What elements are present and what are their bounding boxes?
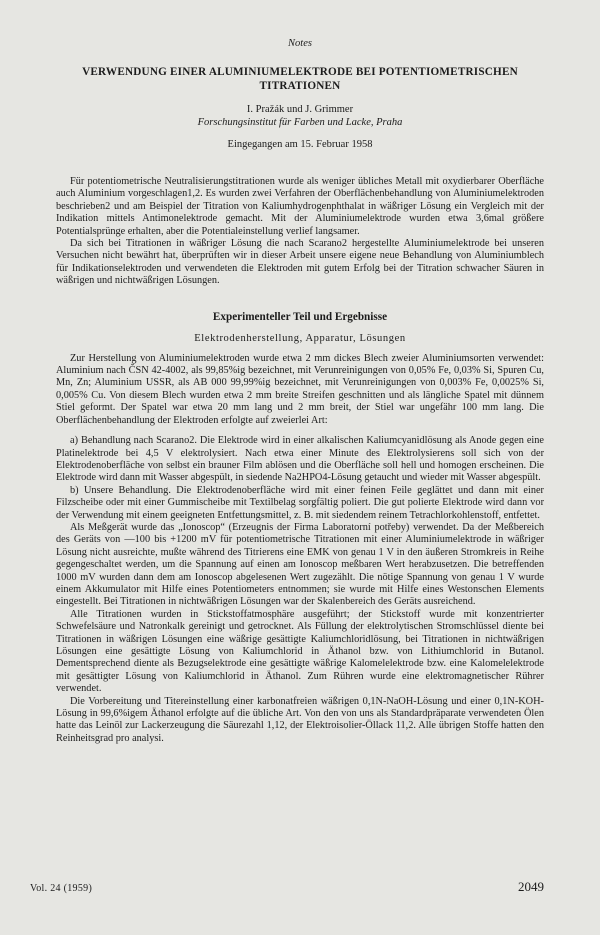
body-text — [56, 353, 544, 746]
introduction — [56, 176, 544, 288]
authors: I. Pražák und J. Grimmer — [246, 104, 354, 115]
paragraph: Die Vorbereitung und Titereinstellung einer karbonatfreien wäßrigen 0,1N-NaOH-Lösung und einer 0,1N-KOH-Lösung in 99,6%igem Äthanol erfolgte auf die übliche Art. Von den von uns als Standardpräparate verwendeten Ölen hatte das Leinöl zur Lackerzeugung die Säurezahl 1,12, der Elektroisolier-Öllack 11,2. Alle übrigen Stoffe hatten den Reinheitsgrad pro analysi. — [56, 695, 544, 744]
section-label: Notes — [288, 38, 312, 49]
page-footer — [30, 879, 544, 895]
paragraph: Zur Herstellung von Aluminiumelektroden wurde etwa 2 mm dickes Blech zweier Aluminiumsorten verwendet: Aluminium nach ČSN 42-4002, als 99,85%ig bezeichnet, mit Verunreinigungen von 0,05% Fe, 0,03% Si, Spuren Cu, Mn, Zn; Aluminium USSR, als AB 000 99,99%ig bezeichnet, mit Verunreinigungen von 0,003% Fe, 0,0025% Si, 0,005% Cu. Von diesem Blech wurden etwa 2 mm breite Streifen geschnitten und als längliche Spatel mit dünnem Stiel geformt. Der Spatel war etwa 20 mm lang und 2 mm breit, der Stiel war ungefähr 100 mm lang. Die Oberflächenbehandlung der Elektroden erfolgte auf zweierlei Art: — [56, 352, 544, 426]
paragraph: Als Meßgerät wurde das „Ionoscop“ (Erzeugnis der Firma Laboratorní potřeby) verwendet. Da der Meßbereich des Geräts von —100 bis +1200 mV für potentiometrische Titrationen mit einer Aluminiumelektrode in wäßriger Lösung nicht ausreichte, mußte während des Titrierens eine EMK von genau 1 V in den äußeren Stromkreis in Reihe gegengeschaltet werden, um die Spannung auf einen am Ionoscop meßbaren Wert herabzusetzen. Die betreffenden 1000 mV wurden dann dem am Ionoscop abgelesenen Wert zugezählt. Die nötige Spannung von genau 1 V wurde einem Akkumulator mit Hilfe eines Potentiometers entnommen; sie wurde mit Hilfe eines Westonschen Elements eingestellt. Bei Titrationen in nichtwäßrigen Lösungen war der Skalenbereich des Geräts ausreichend. — [56, 521, 544, 608]
volume-info: Vol. 24 (1959) — [30, 883, 93, 894]
page-number: 2049 — [518, 879, 544, 894]
section-heading: Experimenteller Teil und Ergebnisse — [212, 310, 388, 323]
article-title: VERWENDUNG EINER ALUMINIUMELEKTRODE BEI POTENTIOMETRISCHEN TITRATIONEN — [82, 66, 518, 92]
institution: Forschungsinstitut für Farben und Lacke, Praha — [197, 117, 403, 128]
subsection-heading: Elektrodenherstellung, Apparatur, Lösungen — [194, 332, 406, 344]
paragraph: Alle Titrationen wurden in Stickstoffatmosphäre ausgeführt; der Stickstoff wurde mit konzentrierter Schwefelsäure und Natronkalk gereinigt und getrocknet. Als Füllung der elektrolytischen Stromschlüssel diente bei Titrationen in wäßrigen Lösungen eine wäßrige gesättigte Kaliumchloridlösung, bei Titrationen in nichtwäßrigen Lösungen eine gesättigte Lösung von Kaliumchlorid in Äthanol bzw. von Lithiumchlorid in Butanol. Dementsprechend diente als Bezugselektrode eine gesättigte wäßrige Kalomelelektrode bzw. eine Kalomelelektrode mit gesättigter Lösung von Kaliumchlorid in Äthanol. Zum Rühren wurde eine elektromagnetischer Rührer verwendet. — [56, 608, 544, 695]
paragraph: Für potentiometrische Neutralisierungstitrationen wurde als weniger übliches Metall mit oxydierbarer Oberfläche auch Aluminium vorgeschlagen1,2. Es wurden zwei Verfahren der Oberflächenbehandlung von Aluminiumelektroden beschrieben2 und am Beispiel der Titration von Kaliumhydrogenphthalat in wäßriger Lösung ein Vergleich mit der Indikation mittels Antimonelektrode gemacht. Mit der Aluminiumelektrode wurden etwa 3,6mal größere Potentialsprünge erhalten, aber die Potentialeinstellung verlief langsamer. — [56, 176, 544, 237]
paragraph: Da sich bei Titrationen in wäßriger Lösung die nach Scarano2 hergestellte Aluminiumelektrode bei unseren Versuchen nicht bewährt hat, überprüften wir in dieser Arbeit unsere eigene neue Behandlung von Aluminiumblech für Indikationselektroden und verwendeten die Elektroden mit gutem Erfolg bei der Titration schwacher Säuren in wäßrigen und nichtwäßrigen Lösungen. — [56, 238, 544, 287]
paragraph: b) Unsere Behandlung. Die Elektrodenoberfläche wird mit einer feinen Feile geglättet und dann mit einer Filzscheibe oder mit einer Gummischeibe mit Textilbelag sorgfältig poliert. Die gut polierte Elektrode wird dann vor der Verwendung mit einem geeigneten Entfettungsmittel, z. B. mit siedendem reinem Tetrachlorkohlenstoff, entfettet. — [56, 484, 544, 521]
received-date: Eingegangen am 15. Februar 1958 — [227, 139, 373, 150]
paragraph: a) Behandlung nach Scarano2. Die Elektrode wird in einer alkalischen Kaliumcyanidlösung als Anode gegen eine Platinelektrode bei 4,5 V elektrolysiert. Nach etwa einer Minute des Elektrolysierens soll sich von der Elektrodenoberfläche von selbst ein brauner Film ablösen und die Oberfläche soll hell und homogen erscheinen. Die Elektrode wird dann mit Wasser abgespült, in siedende Na2HPO4-Lösung getaucht und wieder mit Wasser abgespült. — [56, 435, 544, 484]
